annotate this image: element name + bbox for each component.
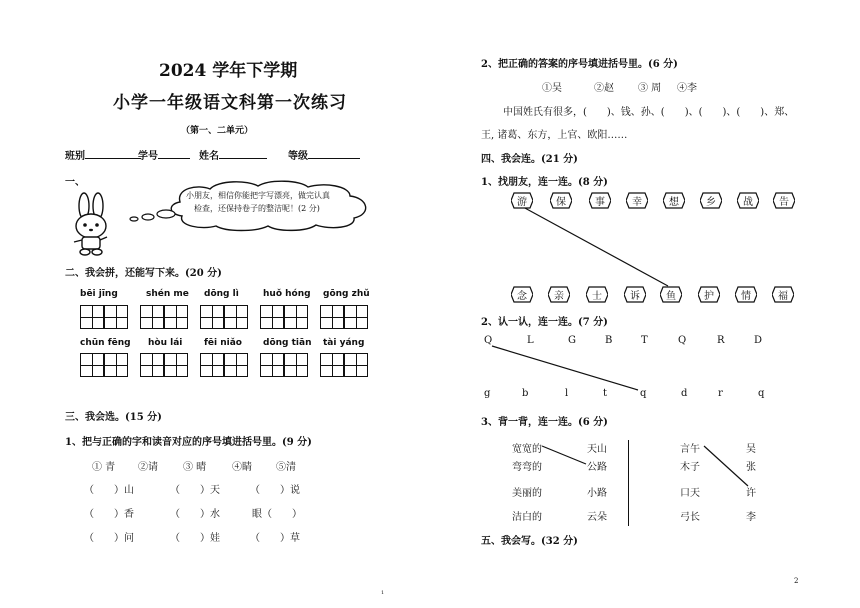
info-number: 学号: [138, 147, 190, 162]
year-title: 2024 学年下学期: [159, 61, 298, 81]
lower-letter[interactable]: q: [640, 388, 647, 399]
writing-grid[interactable]: [260, 353, 284, 377]
section5-title: 五、我会写。(32 分): [481, 536, 578, 547]
col-a-item[interactable]: 洁白的: [512, 512, 542, 523]
char-bottom-7[interactable]: 情: [735, 286, 757, 303]
char-bottom-2[interactable]: 亲: [548, 286, 570, 303]
section3-q1: 1、把与正确的字和读音对应的序号填进括号里。(9 分): [65, 437, 312, 448]
char-bottom-5[interactable]: 鱼: [660, 286, 682, 303]
subtitle: （第一、二单元）: [181, 126, 254, 136]
pinyin-row1-2: shén me: [146, 289, 189, 299]
pinyin-row2-1: chūn fēng: [80, 338, 131, 348]
pinyin-row2-2: hòu lái: [148, 338, 183, 348]
section1-label: 一、: [65, 177, 85, 188]
writing-grid[interactable]: [344, 353, 368, 377]
writing-grid[interactable]: [320, 353, 344, 377]
writing-grid[interactable]: [140, 305, 164, 329]
pinyin-row1-3: dōng lì: [204, 289, 239, 299]
section4-title: 四、我会连。(21 分): [481, 154, 578, 165]
writing-grid[interactable]: [104, 353, 128, 377]
upper-letter[interactable]: B: [605, 335, 613, 346]
col-a-item[interactable]: 宽宽的: [512, 444, 542, 455]
lower-letter[interactable]: q: [758, 388, 765, 399]
blank-item[interactable]: （ ）问: [84, 533, 134, 544]
q2-text-line1[interactable]: 中国姓氏有很多，( )、钱、孙、( )、( )、( )、郑、: [503, 107, 795, 118]
writing-grid[interactable]: [320, 305, 344, 329]
option-5: ⑤清: [276, 462, 296, 473]
char-top-5[interactable]: 想: [663, 192, 685, 209]
q4-1-title: 1、找朋友，连一连。(8 分): [481, 177, 608, 188]
blank-item[interactable]: （ ）水: [170, 509, 220, 520]
lower-letter[interactable]: l: [565, 388, 569, 399]
char-bottom-8[interactable]: 福: [772, 286, 794, 303]
page-number-left: 1: [381, 590, 385, 596]
col-d-item[interactable]: 许: [746, 488, 756, 499]
q2-title: 2、把正确的答案的序号填进括号里。(6 分): [481, 59, 678, 70]
blank-item[interactable]: （ ）娃: [170, 533, 220, 544]
q2-option-2: ②赵: [594, 83, 614, 94]
char-top-2[interactable]: 保: [550, 192, 572, 209]
writing-grid[interactable]: [260, 305, 284, 329]
option-2: ②请: [138, 462, 158, 473]
writing-grid[interactable]: [284, 305, 308, 329]
writing-grid[interactable]: [200, 305, 224, 329]
surname-match-line: [700, 440, 760, 490]
info-name: 姓名: [199, 147, 267, 162]
col-d-item[interactable]: 吴: [746, 444, 756, 455]
writing-grid[interactable]: [200, 353, 224, 377]
blank-item[interactable]: （ ）说: [250, 485, 300, 496]
option-3: ③ 晴: [183, 462, 207, 473]
col-b-item[interactable]: 小路: [587, 488, 607, 499]
q4-2-title: 2、认一认，连一连。(7 分): [481, 317, 608, 328]
col-d-item[interactable]: 李: [746, 512, 756, 523]
section2-title: 二、我会拼，还能写下来。(20 分): [65, 268, 222, 279]
upper-letter[interactable]: Q: [484, 335, 493, 346]
pinyin-row1-5: gōng zhǔ: [323, 289, 370, 299]
lower-letter[interactable]: t: [603, 388, 608, 399]
q2-option-3: ③ 周: [638, 83, 662, 94]
char-top-3[interactable]: 事: [589, 192, 611, 209]
writing-grid[interactable]: [164, 305, 188, 329]
main-title: 小学一年级语文科第一次练习: [113, 93, 347, 113]
q2-text-line2: 王, 诸葛、东方，上官、欧阳……: [481, 130, 628, 141]
upper-letter[interactable]: R: [717, 335, 725, 346]
writing-grid[interactable]: [164, 353, 188, 377]
writing-grid[interactable]: [284, 353, 308, 377]
col-a-item[interactable]: 弯弯的: [512, 462, 542, 473]
option-1: ① 青: [92, 462, 116, 473]
col-b-item[interactable]: 公路: [587, 462, 607, 473]
writing-grid[interactable]: [80, 305, 104, 329]
blank-item[interactable]: （ ）山: [84, 485, 134, 496]
col-a-item[interactable]: 美丽的: [512, 488, 542, 499]
char-top-4[interactable]: 幸: [626, 192, 648, 209]
col-c-item[interactable]: 弓长: [680, 512, 700, 523]
col-c-item[interactable]: 言午: [680, 444, 700, 455]
char-bottom-4[interactable]: 诉: [624, 286, 646, 303]
char-top-8[interactable]: 告: [773, 192, 795, 209]
lower-letter[interactable]: b: [522, 388, 529, 399]
info-grade: 等级: [288, 147, 360, 162]
q4-3-title: 3、背一背，连一连。(6 分): [481, 417, 608, 428]
writing-grid[interactable]: [344, 305, 368, 329]
char-bottom-6[interactable]: 护: [698, 286, 720, 303]
blank-item[interactable]: （ ）香: [84, 509, 134, 520]
blank-item[interactable]: （ ）草: [250, 533, 300, 544]
pinyin-row1-1: bēi jīng: [80, 289, 118, 299]
q2-option-4: ④李: [677, 83, 697, 94]
info-class: 班别: [65, 147, 141, 162]
bubble-text-line1: 小朋友，相信你能把字写漂亮，做完认真: [186, 191, 330, 200]
column-divider: [628, 440, 629, 526]
letter-match-lines: [480, 340, 680, 400]
char-bottom-3[interactable]: 士: [586, 286, 608, 303]
lower-letter[interactable]: r: [718, 388, 723, 399]
blank-item[interactable]: 眼（ ）: [252, 509, 302, 520]
section3-title: 三、我会选。(15 分): [65, 412, 162, 423]
col-d-item[interactable]: 张: [746, 462, 756, 473]
col-b-item[interactable]: 天山: [587, 444, 607, 455]
char-top-7[interactable]: 战: [737, 192, 759, 209]
col-c-item[interactable]: 口天: [680, 488, 700, 499]
rabbit-illustration: [64, 192, 124, 258]
lower-letter[interactable]: g: [484, 388, 491, 399]
poem-match-line: [540, 440, 600, 470]
lower-letter[interactable]: d: [681, 388, 688, 399]
writing-grid[interactable]: [224, 305, 248, 329]
char-top-6[interactable]: 乡: [700, 192, 722, 209]
pinyin-row2-4: dōng tiān: [263, 338, 312, 348]
upper-letter[interactable]: T: [641, 335, 648, 346]
option-4: ④睛: [232, 462, 252, 473]
writing-grid[interactable]: [80, 353, 104, 377]
upper-letter[interactable]: D: [754, 335, 763, 346]
col-b-item[interactable]: 云朵: [587, 512, 607, 523]
pinyin-row1-4: huǒ hóng: [263, 289, 311, 299]
upper-letter[interactable]: Q: [678, 335, 687, 346]
writing-grid[interactable]: [140, 353, 164, 377]
page-number-right: 2: [794, 577, 799, 585]
col-c-item[interactable]: 木子: [680, 462, 700, 473]
bubble-text-line2: 检查，还保持卷子的整洁呢！(2 分): [194, 204, 320, 213]
upper-letter[interactable]: G: [568, 335, 576, 346]
writing-grid[interactable]: [224, 353, 248, 377]
char-bottom-1[interactable]: 念: [511, 286, 533, 303]
blank-item[interactable]: （ ）天: [170, 485, 220, 496]
q2-option-1: ①吴: [542, 83, 562, 94]
pinyin-row2-5: tài yáng: [323, 338, 365, 348]
writing-grid[interactable]: [104, 305, 128, 329]
upper-letter[interactable]: L: [527, 335, 534, 346]
pinyin-row2-3: fēi niǎo: [204, 338, 242, 348]
char-top-1[interactable]: 游: [511, 192, 533, 209]
